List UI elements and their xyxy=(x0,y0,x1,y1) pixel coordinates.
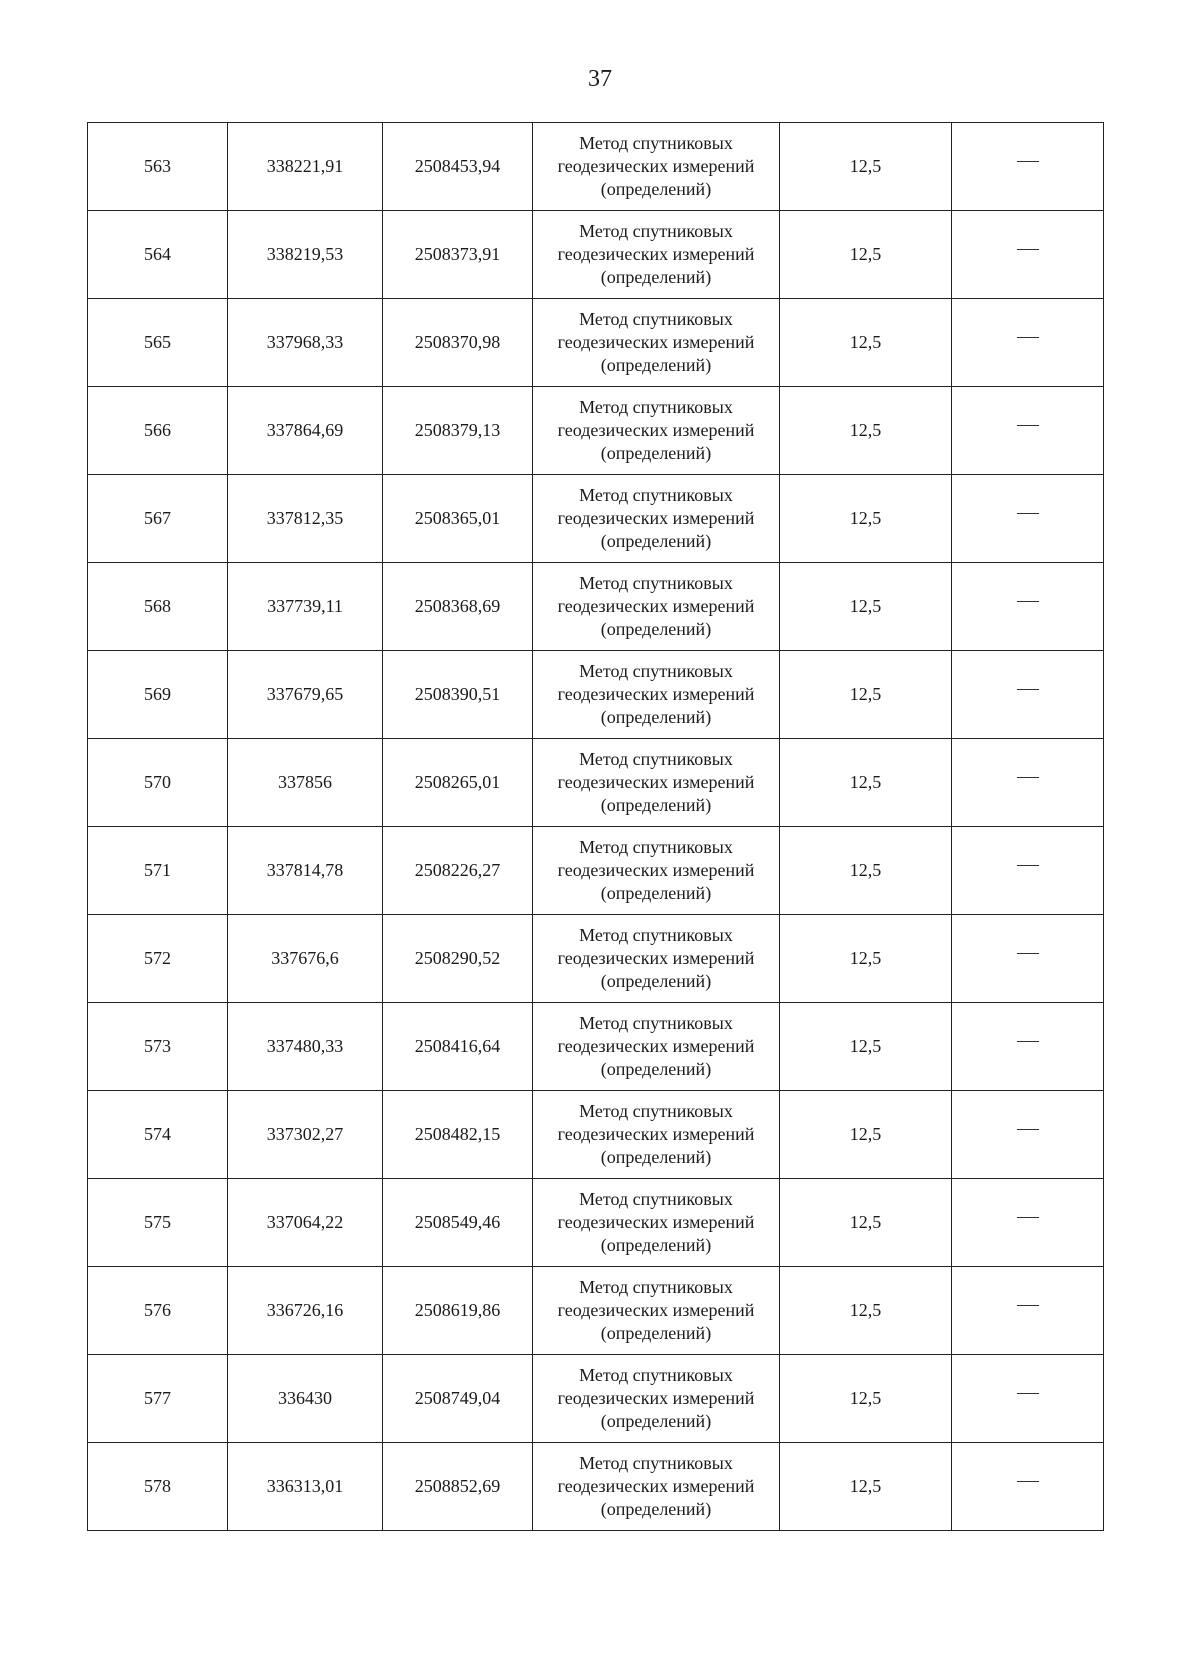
y-coordinate-cell: 2508416,64 xyxy=(383,1003,533,1091)
point-number-cell: 568 xyxy=(88,563,228,651)
x-coordinate-cell: 337676,6 xyxy=(228,915,383,1003)
table-row xyxy=(88,739,1104,827)
x-coordinate-cell: 337864,69 xyxy=(228,387,383,475)
method-text-line: (определений) xyxy=(600,267,712,287)
y-coordinate-cell: 2508226,27 xyxy=(383,827,533,915)
dash-mark xyxy=(1017,1041,1039,1042)
accuracy-cell: 12,5 xyxy=(780,387,952,475)
table-row xyxy=(88,915,1104,1003)
point-number-cell: 573 xyxy=(88,1003,228,1091)
method-text-line: (определений) xyxy=(600,443,712,463)
y-coordinate-cell: 2508290,52 xyxy=(383,915,533,1003)
page-number: 37 xyxy=(588,66,612,92)
y-coordinate-cell: 2508482,15 xyxy=(383,1091,533,1179)
method-text-line: (определений) xyxy=(600,971,712,991)
accuracy-cell: 12,5 xyxy=(780,651,952,739)
dash-mark xyxy=(1017,337,1039,338)
table-row xyxy=(88,1003,1104,1091)
description-cell xyxy=(952,1179,1104,1267)
x-coordinate-cell: 337302,27 xyxy=(228,1091,383,1179)
description-cell xyxy=(952,387,1104,475)
table-row xyxy=(88,1267,1104,1355)
method-cell xyxy=(533,123,780,211)
method-text-line: геодезических измерений xyxy=(557,508,755,528)
method-text-line: геодезических измерений xyxy=(557,684,755,704)
method-text-line: геодезических измерений xyxy=(557,332,755,352)
x-coordinate-cell: 337968,33 xyxy=(228,299,383,387)
method-cell xyxy=(533,387,780,475)
table-row xyxy=(88,563,1104,651)
method-text-line: геодезических измерений xyxy=(557,1388,755,1408)
method-text-line: Метод спутниковых xyxy=(579,1365,733,1385)
table-row xyxy=(88,1091,1104,1179)
point-number-cell: 577 xyxy=(88,1355,228,1443)
method-text-line: геодезических измерений xyxy=(557,1300,755,1320)
table-row xyxy=(88,1179,1104,1267)
method-cell xyxy=(533,1003,780,1091)
dash-mark xyxy=(1017,865,1039,866)
method-text-line: (определений) xyxy=(600,1411,712,1431)
description-cell xyxy=(952,123,1104,211)
method-text-line: геодезических измерений xyxy=(557,948,755,968)
method-text-line: Метод спутниковых xyxy=(579,133,733,153)
accuracy-cell: 12,5 xyxy=(780,1355,952,1443)
method-text-line: Метод спутниковых xyxy=(579,1453,733,1473)
table-row xyxy=(88,387,1104,475)
method-text-line: Метод спутниковых xyxy=(579,1189,733,1209)
dash-mark xyxy=(1017,1217,1039,1218)
method-cell xyxy=(533,299,780,387)
point-number-cell: 574 xyxy=(88,1091,228,1179)
dash-mark xyxy=(1017,1129,1039,1130)
method-text-line: Метод спутниковых xyxy=(579,837,733,857)
x-coordinate-cell: 337814,78 xyxy=(228,827,383,915)
method-text-line: Метод спутниковых xyxy=(579,397,733,417)
method-cell xyxy=(533,211,780,299)
table-row xyxy=(88,827,1104,915)
method-cell xyxy=(533,1443,780,1531)
method-text-line: Метод спутниковых xyxy=(579,485,733,505)
method-text-line: Метод спутниковых xyxy=(579,221,733,241)
description-cell xyxy=(952,211,1104,299)
coordinates-table xyxy=(87,122,1104,1531)
accuracy-cell: 12,5 xyxy=(780,123,952,211)
accuracy-cell: 12,5 xyxy=(780,1443,952,1531)
method-text-line: геодезических измерений xyxy=(557,1036,755,1056)
dash-mark xyxy=(1017,601,1039,602)
x-coordinate-cell: 336430 xyxy=(228,1355,383,1443)
point-number-cell: 565 xyxy=(88,299,228,387)
point-number-cell: 564 xyxy=(88,211,228,299)
y-coordinate-cell: 2508370,98 xyxy=(383,299,533,387)
x-coordinate-cell: 338221,91 xyxy=(228,123,383,211)
method-text-line: геодезических измерений xyxy=(557,596,755,616)
method-text-line: (определений) xyxy=(600,1147,712,1167)
x-coordinate-cell: 337679,65 xyxy=(228,651,383,739)
method-text-line: (определений) xyxy=(600,707,712,727)
accuracy-cell: 12,5 xyxy=(780,475,952,563)
x-coordinate-cell: 337812,35 xyxy=(228,475,383,563)
accuracy-cell: 12,5 xyxy=(780,563,952,651)
method-text-line: (определений) xyxy=(600,1499,712,1519)
y-coordinate-cell: 2508619,86 xyxy=(383,1267,533,1355)
method-text-line: Метод спутниковых xyxy=(579,749,733,769)
x-coordinate-cell: 336726,16 xyxy=(228,1267,383,1355)
y-coordinate-cell: 2508368,69 xyxy=(383,563,533,651)
method-cell xyxy=(533,1355,780,1443)
x-coordinate-cell: 337739,11 xyxy=(228,563,383,651)
method-text-line: Метод спутниковых xyxy=(579,1101,733,1121)
description-cell xyxy=(952,827,1104,915)
accuracy-cell: 12,5 xyxy=(780,827,952,915)
accuracy-cell: 12,5 xyxy=(780,739,952,827)
method-cell xyxy=(533,563,780,651)
dash-mark xyxy=(1017,689,1039,690)
dash-mark xyxy=(1017,513,1039,514)
description-cell xyxy=(952,739,1104,827)
table-row xyxy=(88,651,1104,739)
x-coordinate-cell: 337064,22 xyxy=(228,1179,383,1267)
method-cell xyxy=(533,1179,780,1267)
dash-mark xyxy=(1017,1481,1039,1482)
method-text-line: Метод спутниковых xyxy=(579,1277,733,1297)
method-text-line: (определений) xyxy=(600,619,712,639)
method-text-line: геодезических измерений xyxy=(557,1212,755,1232)
description-cell xyxy=(952,1443,1104,1531)
point-number-cell: 566 xyxy=(88,387,228,475)
table-row xyxy=(88,475,1104,563)
description-cell xyxy=(952,563,1104,651)
point-number-cell: 576 xyxy=(88,1267,228,1355)
point-number-cell: 578 xyxy=(88,1443,228,1531)
y-coordinate-cell: 2508549,46 xyxy=(383,1179,533,1267)
y-coordinate-cell: 2508265,01 xyxy=(383,739,533,827)
point-number-cell: 570 xyxy=(88,739,228,827)
table-row xyxy=(88,123,1104,211)
x-coordinate-cell: 337856 xyxy=(228,739,383,827)
y-coordinate-cell: 2508749,04 xyxy=(383,1355,533,1443)
table-row xyxy=(88,1355,1104,1443)
accuracy-cell: 12,5 xyxy=(780,1267,952,1355)
point-number-cell: 567 xyxy=(88,475,228,563)
method-text-line: Метод спутниковых xyxy=(579,661,733,681)
accuracy-cell: 12,5 xyxy=(780,915,952,1003)
method-cell xyxy=(533,475,780,563)
dash-mark xyxy=(1017,249,1039,250)
y-coordinate-cell: 2508390,51 xyxy=(383,651,533,739)
description-cell xyxy=(952,1091,1104,1179)
point-number-cell: 569 xyxy=(88,651,228,739)
method-text-line: (определений) xyxy=(600,179,712,199)
dash-mark xyxy=(1017,425,1039,426)
description-cell xyxy=(952,1003,1104,1091)
description-cell xyxy=(952,475,1104,563)
description-cell xyxy=(952,1267,1104,1355)
y-coordinate-cell: 2508379,13 xyxy=(383,387,533,475)
description-cell xyxy=(952,299,1104,387)
y-coordinate-cell: 2508453,94 xyxy=(383,123,533,211)
accuracy-cell: 12,5 xyxy=(780,1003,952,1091)
point-number-cell: 575 xyxy=(88,1179,228,1267)
table-body xyxy=(88,123,1104,1531)
method-cell xyxy=(533,827,780,915)
description-cell xyxy=(952,651,1104,739)
x-coordinate-cell: 336313,01 xyxy=(228,1443,383,1531)
method-text-line: Метод спутниковых xyxy=(579,925,733,945)
description-cell xyxy=(952,915,1104,1003)
table-row xyxy=(88,1443,1104,1531)
method-text-line: (определений) xyxy=(600,795,712,815)
method-cell xyxy=(533,915,780,1003)
y-coordinate-cell: 2508852,69 xyxy=(383,1443,533,1531)
accuracy-cell: 12,5 xyxy=(780,1179,952,1267)
method-text-line: геодезических измерений xyxy=(557,156,755,176)
method-text-line: геодезических измерений xyxy=(557,420,755,440)
method-text-line: геодезических измерений xyxy=(557,1124,755,1144)
x-coordinate-cell: 338219,53 xyxy=(228,211,383,299)
point-number-cell: 572 xyxy=(88,915,228,1003)
method-text-line: (определений) xyxy=(600,1059,712,1079)
method-cell xyxy=(533,651,780,739)
table-row xyxy=(88,299,1104,387)
dash-mark xyxy=(1017,953,1039,954)
method-text-line: (определений) xyxy=(600,1323,712,1343)
method-text-line: Метод спутниковых xyxy=(579,309,733,329)
method-text-line: геодезических измерений xyxy=(557,244,755,264)
method-text-line: (определений) xyxy=(600,1235,712,1255)
table-row xyxy=(88,211,1104,299)
dash-mark xyxy=(1017,1305,1039,1306)
method-text-line: (определений) xyxy=(600,883,712,903)
method-text-line: (определений) xyxy=(600,531,712,551)
method-cell xyxy=(533,1267,780,1355)
point-number-cell: 571 xyxy=(88,827,228,915)
method-text-line: Метод спутниковых xyxy=(579,1013,733,1033)
dash-mark xyxy=(1017,161,1039,162)
description-cell xyxy=(952,1355,1104,1443)
accuracy-cell: 12,5 xyxy=(780,211,952,299)
method-text-line: геодезических измерений xyxy=(557,1476,755,1496)
method-text-line: геодезических измерений xyxy=(557,860,755,880)
accuracy-cell: 12,5 xyxy=(780,1091,952,1179)
y-coordinate-cell: 2508373,91 xyxy=(383,211,533,299)
method-cell xyxy=(533,739,780,827)
dash-mark xyxy=(1017,777,1039,778)
method-text-line: геодезических измерений xyxy=(557,772,755,792)
y-coordinate-cell: 2508365,01 xyxy=(383,475,533,563)
method-text-line: (определений) xyxy=(600,355,712,375)
point-number-cell: 563 xyxy=(88,123,228,211)
dash-mark xyxy=(1017,1393,1039,1394)
method-cell xyxy=(533,1091,780,1179)
accuracy-cell: 12,5 xyxy=(780,299,952,387)
method-text-line: Метод спутниковых xyxy=(579,573,733,593)
x-coordinate-cell: 337480,33 xyxy=(228,1003,383,1091)
